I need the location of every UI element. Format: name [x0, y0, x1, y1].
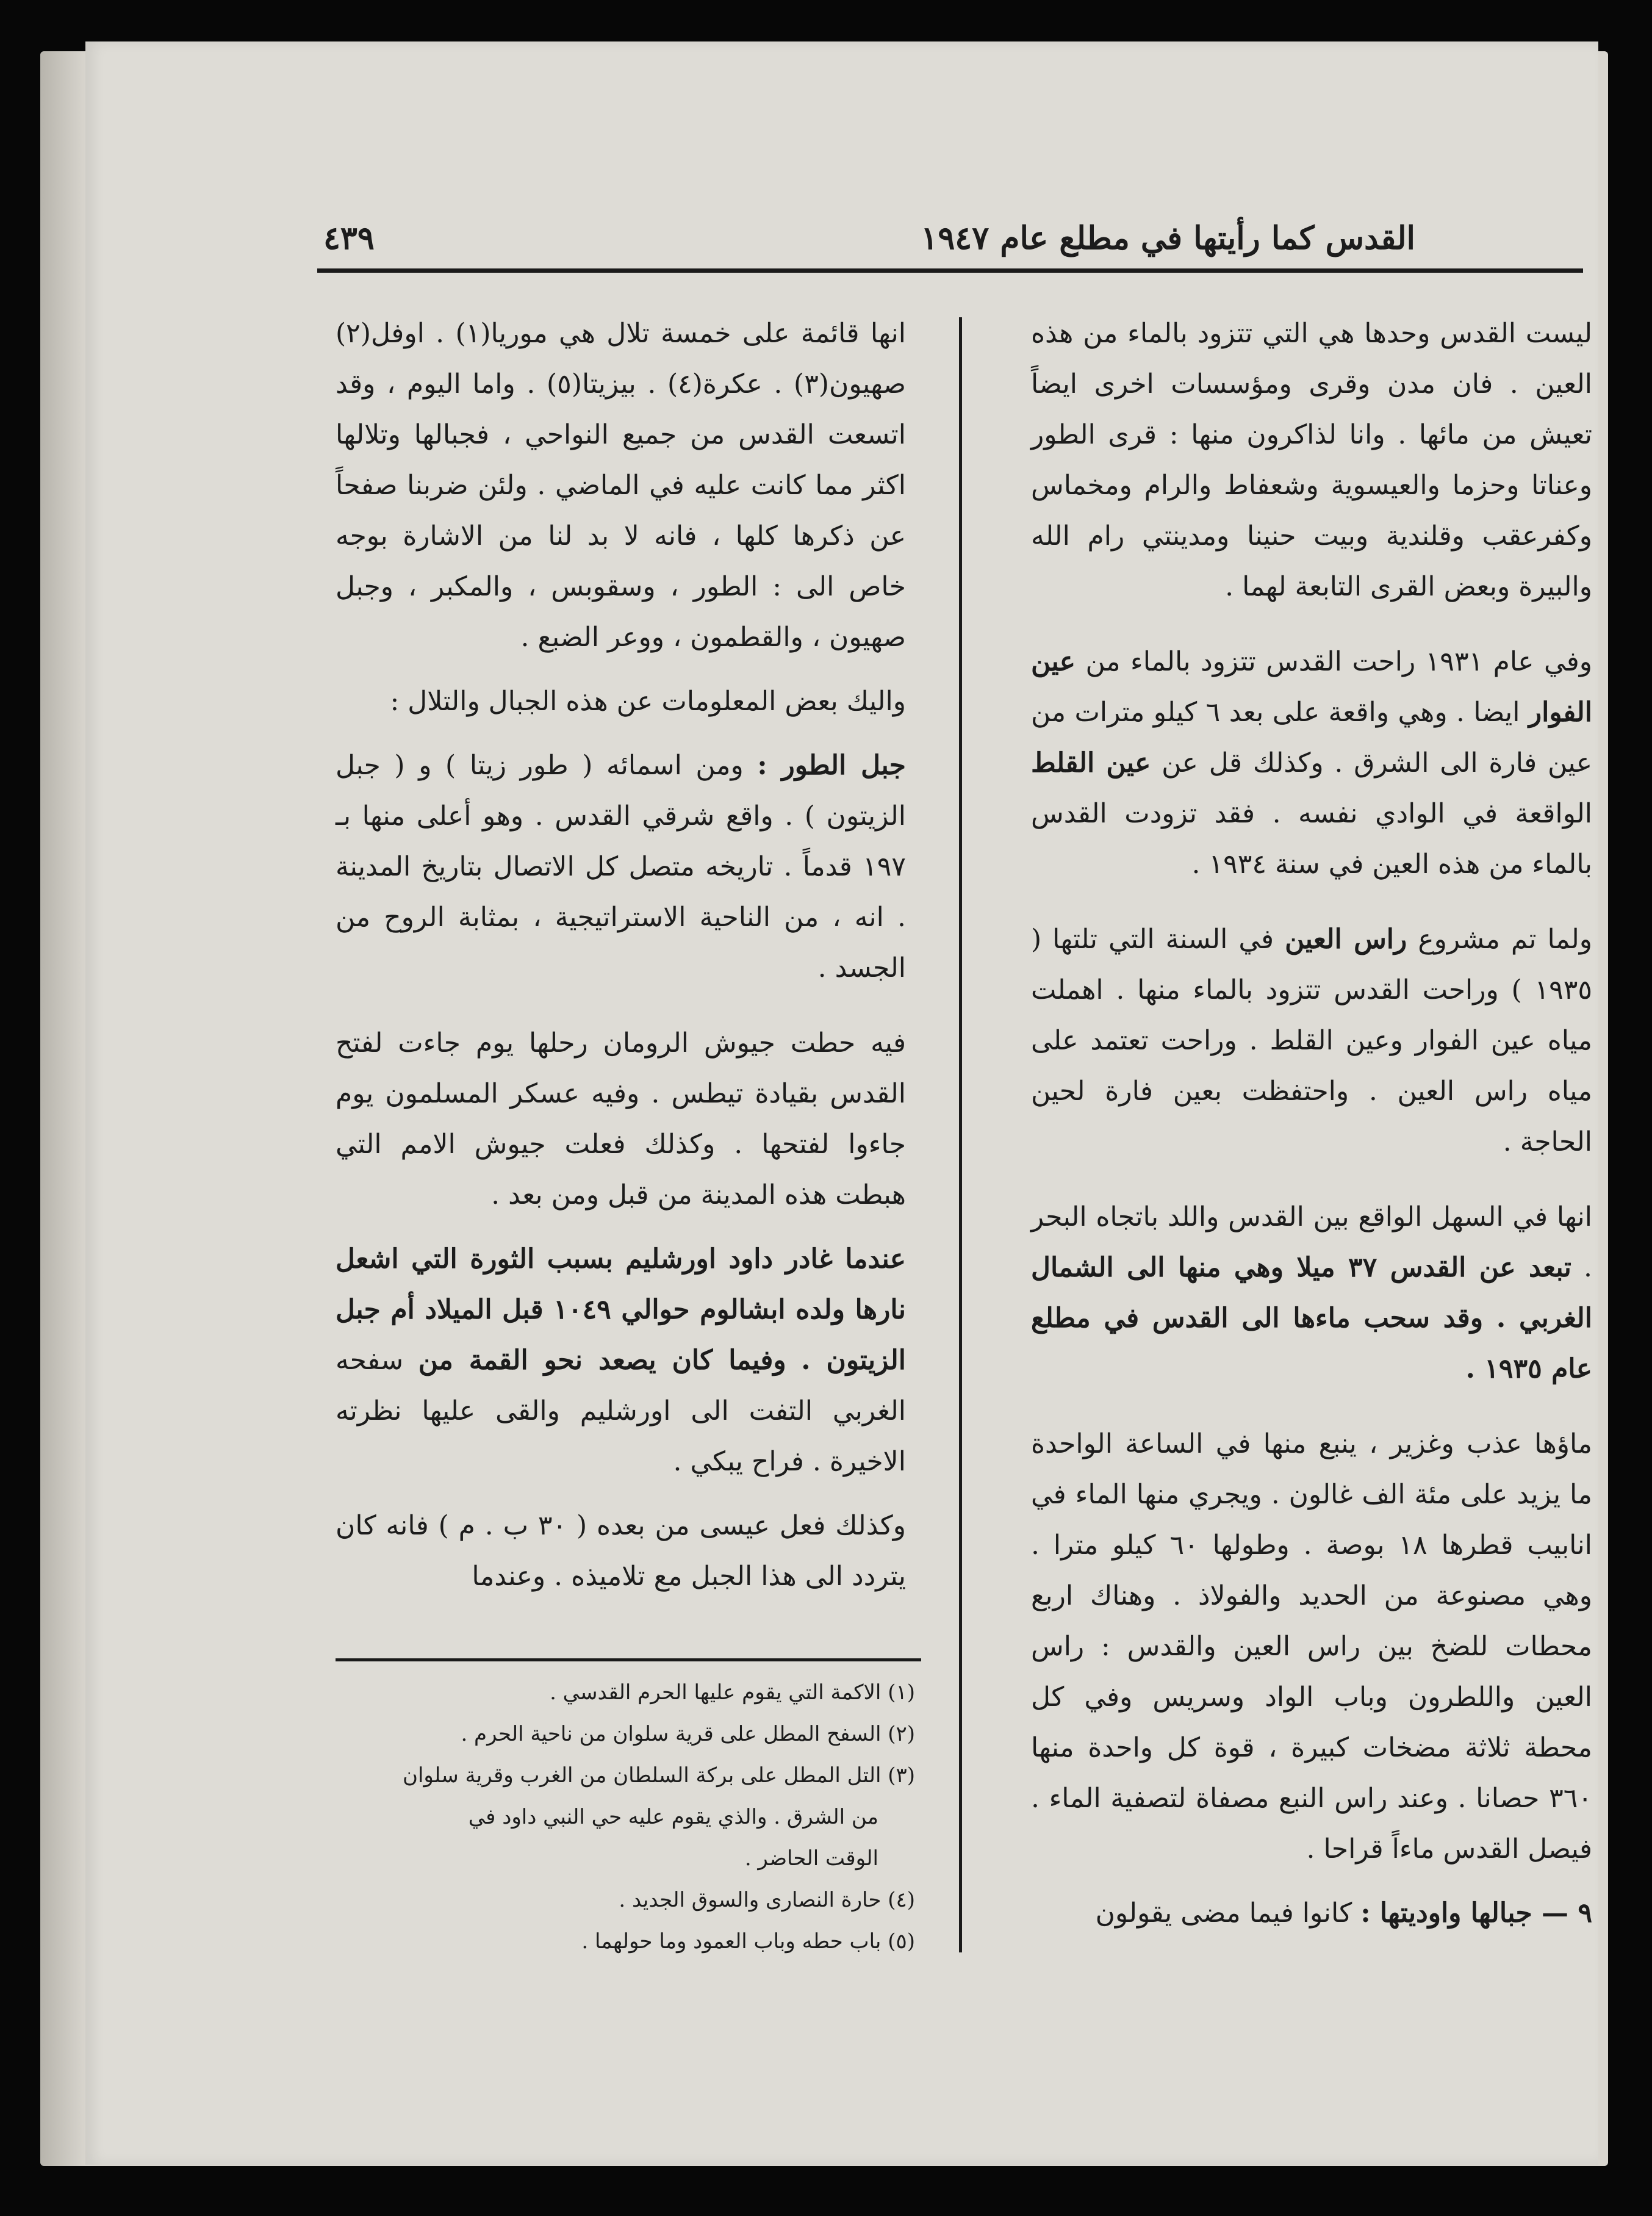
- running-title: القدس كما رأيتها في مطلع عام ١٩٤٧: [921, 220, 1415, 257]
- paragraph: وفي عام ١٩٣١ راحت القدس تتزود بالماء من عين الفوار ايضا . وهي واقعة على بعد ٦ كيلو مترات من عين فارة الى الشرق . وكذلك قل عن عين القلط الواقعة في الوادي نفسه . فقد تزودت القدس بالماء من هذه العين في سنة ١٩٣٤ .: [1031, 646, 1592, 880]
- heading-label: ٩ — جبالها واوديتها :: [1360, 1898, 1592, 1929]
- paragraph: انها قائمة على خمسة تلال هي موريا(١) . اوفل(٢) صهيون(٣) . عكرة(٤) . بيزيتا(٥) . واما اليوم ، وقد اتسعت القدس من جميع النواحي ، فجبالها وتلالها اكثر مما كانت عليه في الماضي . ولئن ضربنا صفحاً عن ذكرها كلها ، فانه لا بد لنا من الاشارة بوجه خاص الى : الطور ، وسقوبس ، والمكبر ، وجبل صهيون ، والقطمون ، ووعر الضبع .: [336, 318, 906, 653]
- column-divider: [959, 317, 962, 1952]
- emphasis: عندما غادر داود اورشليم بسبب الثورة التي اشعل نارها ولده ابشالوم حوالي ١٠٤٩ قبل الميلاد أم جبل الزيتون .: [336, 1243, 906, 1376]
- paragraph: انها في السهل الواقع بين القدس واللد باتجاه البحر . تبعد عن القدس ٣٧ ميلا وهي منها الى الشمال الغربي . وقد سحب ماءها الى القدس في مطلع عام ١٩٣٥ .: [1031, 1201, 1592, 1384]
- footnotes: [342, 1672, 915, 1962]
- paragraph: ولما تم مشروع راس العين في السنة التي تلتها ( ١٩٣٥ ) وراحت القدس تتزود بالماء منها . اهملت مياه عين الفوار وعين القلط . وراحت تعتمد على مياه راس العين . واحتفظت بعين فارة لحين الحاجة .: [1031, 924, 1592, 1157]
- page-header: [293, 220, 1586, 262]
- footnote: (٤) حارة النصارى والسوق الجديد .: [619, 1888, 915, 1912]
- emphasis: تبعد عن القدس ٣٧ ميلا وهي منها الى الشمال الغربي . وقد سحب ماءها الى القدس في مطلع عام ١٩٣٥ .: [1031, 1252, 1592, 1384]
- footnote-continuation: من الشرق . والذي يقوم عليه حي النبي داود في: [468, 1805, 878, 1829]
- paragraph: عندما غادر داود اورشليم بسبب الثورة التي اشعل نارها ولده ابشالوم حوالي ١٠٤٩ قبل الميلاد أم جبل الزيتون . وفيما كان يصعد نحو القمة من سفحه الغربي التفت الى اورشليم والقى عليها نظرته الاخيرة . فراح يبكي .: [336, 1243, 906, 1477]
- footnote-rule: [336, 1658, 921, 1661]
- footnote: (٢) السفح المطل على قرية سلوان من ناحية الحرم .: [461, 1722, 915, 1746]
- header-rule: [317, 268, 1583, 273]
- right-column: [1031, 308, 1592, 1938]
- emphasis: جبل الطور :: [757, 750, 906, 781]
- page-number: ٤٣٩: [323, 220, 375, 257]
- emphasis: راس العين: [1285, 924, 1407, 955]
- footnote: (٣) التل المطل على بركة السلطان من الغرب وقرية سلوان: [402, 1763, 915, 1788]
- footnote: (١) الاكمة التي يقوم عليها الحرم القدسي .: [550, 1680, 915, 1705]
- emphasis: وفيما كان يصعد نحو القمة من: [418, 1345, 786, 1376]
- footnote: (٥) باب حطه وباب العمود وما حولهما .: [581, 1929, 915, 1954]
- section-heading: ٩ — جبالها واوديتها : كانوا فيما مضى يقولون: [1095, 1898, 1592, 1929]
- paragraph: واليك بعض المعلومات عن هذه الجبال والتلال :: [390, 686, 906, 717]
- paragraph: ماؤها عذب وغزير ، ينبع منها في الساعة الواحدة ما يزيد على مئة الف غالون . ويجري منها الماء في انابيب قطرها ١٨ بوصة . وطولها ٦٠ كيلو مترا . وهي مصنوعة من الحديد والفولاذ . وهناك اربع محطات للضخ بين راس العين والقدس : راس العين واللطرون وباب الواد وسريس وفي كل محطة ثلاثة مضخات كبيرة ، قوة كل واحدة منها ٣٦٠ حصانا . وعند راس النبع مصفاة لتصفية الماء . فيصل القدس ماءاً قراحا .: [1031, 1428, 1592, 1865]
- emphasis: عين القلط: [1031, 747, 1151, 779]
- emphasis: عين الفوار: [1031, 646, 1592, 728]
- paragraph: وكذلك فعل عيسى من بعده ( ٣٠ ب . م ) فانه كان يتردد الى هذا الجبل مع تلاميذه . وعندما: [336, 1510, 906, 1592]
- paragraph: فيه حطت جيوش الرومان رحلها يوم جاءت لفتح القدس بقيادة تيطس . وفيه عسكر المسلمون يوم جاءوا لفتحها . وكذلك فعلت جيوش الامم التي هبطت هذه المدينة من قبل ومن بعد .: [336, 1027, 906, 1211]
- paragraph: ليست القدس وحدها هي التي تتزود بالماء من هذه العين . فان مدن وقرى ومؤسسات اخرى ايضاً تعيش من مائها . وانا لذاكرون منها : قرى الطور وعناتا وحزما والعيسوية وشعفاط والرام ومخماس وكفرعقب وقلندية وبيت حنينا ومدينتي رام الله والبيرة وبعض القرى التابعة لهما .: [1031, 318, 1592, 602]
- paragraph: جبل الطور : ومن اسمائه ( طور زيتا ) و ( جبل الزيتون ) . واقع شرقي القدس . وهو أعلى منها بـ ١٩٧ قدماً . تاريخه متصل كل الاتصال بتاريخ المدينة . انه ، من الناحية الاستراتيجية ، بمثابة الروح من الجسد .: [336, 750, 906, 984]
- footnote-continuation: الوقت الحاضر .: [744, 1846, 878, 1871]
- left-column: [336, 308, 906, 1602]
